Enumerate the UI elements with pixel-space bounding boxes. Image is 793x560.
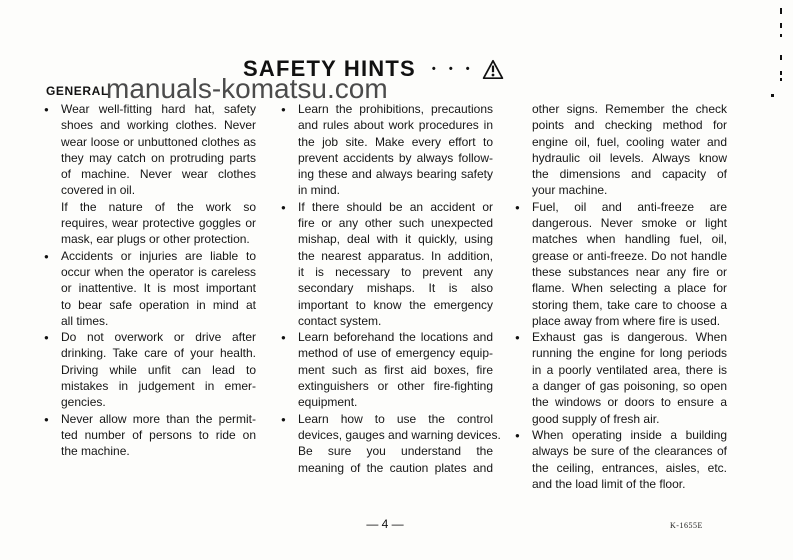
body-line: meaning of the caution plates and xyxy=(298,460,493,475)
body-line: ted number of persons to ride on xyxy=(61,427,256,442)
text-column-2 xyxy=(281,101,501,476)
body-line: to bear safe operation in mind at xyxy=(61,297,256,312)
body-line: drinking. Take care of your health. xyxy=(61,346,256,361)
body-line: Accidents or injuries are liable to xyxy=(61,248,256,263)
item-text xyxy=(298,329,493,410)
body-line: devices, gauges and warning devices. xyxy=(298,427,501,442)
bullet-icon: ● xyxy=(44,333,49,343)
scan-artifact-mark xyxy=(780,55,782,60)
item-text xyxy=(298,411,501,476)
safety-hint-item xyxy=(44,329,256,410)
item-text xyxy=(532,427,727,492)
bullet-icon: ● xyxy=(44,414,49,424)
safety-hint-item xyxy=(44,101,256,199)
title-dots: • • • xyxy=(431,63,470,75)
bullet-icon: ● xyxy=(515,430,520,440)
item-text xyxy=(61,101,256,199)
page-title: SAFETY HINTS xyxy=(243,56,416,81)
body-line: method of use of emergency equip- xyxy=(298,346,493,361)
body-line: these substances near any fire or xyxy=(532,264,727,279)
body-line: When operating inside a building xyxy=(532,427,727,442)
safety-hint-item xyxy=(515,427,727,492)
bullet-icon: ● xyxy=(281,202,286,212)
body-line: prevent accidents by always follow- xyxy=(298,150,493,165)
body-line: in a poorly ventilated area, there is xyxy=(532,362,727,377)
body-line: If the nature of the work so xyxy=(61,199,256,214)
body-line: If there should be an accident or xyxy=(298,199,493,214)
body-line: the machine. xyxy=(61,444,130,459)
scan-artifact-mark xyxy=(780,78,782,81)
body-line: secondary mishaps. It is also xyxy=(298,281,493,296)
safety-hint-item xyxy=(515,199,727,329)
item-text xyxy=(298,101,493,199)
text-column-3 xyxy=(515,101,727,492)
item-text xyxy=(532,101,727,199)
body-line: it is necessary to prevent any xyxy=(298,264,493,279)
body-line: and rules about work procedures in xyxy=(298,118,493,133)
body-line: requires, wear protective goggles or xyxy=(61,216,256,231)
body-line: dangerous. Never smoke or light xyxy=(532,216,727,231)
body-line: Never allow more than the permit- xyxy=(61,411,256,426)
item-text xyxy=(61,199,256,248)
body-line: ing these and always bearing safety xyxy=(298,167,493,182)
body-line: contact system. xyxy=(298,313,382,328)
body-line: the ceiling, entrances, aisles, etc. xyxy=(532,460,727,475)
bullet-icon: ● xyxy=(515,333,520,343)
body-line: a danger of gas poisoning, so open xyxy=(532,379,727,394)
body-line: covered in oil. xyxy=(61,183,136,198)
safety-hint-item xyxy=(281,329,493,410)
safety-hint-item xyxy=(44,411,256,460)
body-line: ment such as first aid boxes, fire xyxy=(298,362,493,377)
bullet-icon: ● xyxy=(281,333,286,343)
body-line: good supply of fresh air. xyxy=(532,411,660,426)
scan-artifact-mark xyxy=(780,34,782,37)
body-line: running the engine for long periods xyxy=(532,346,727,361)
body-line: Wear well-fitting hard hat, safety xyxy=(61,102,256,116)
body-line: Fuel, oil and anti-freeze are xyxy=(532,199,727,214)
body-line: wear loose or unbuttoned clothes as xyxy=(61,134,256,149)
body-line: occur when the operator is careless xyxy=(61,264,256,279)
scan-artifact-mark xyxy=(780,8,782,14)
body-line: the nearest apparatus. In addition, xyxy=(298,248,493,263)
watermark-text: manuals-komatsu.com xyxy=(106,73,388,104)
warning-triangle-icon xyxy=(482,59,504,80)
body-line: always be sure of the clearances of xyxy=(532,444,727,459)
text-column-1 xyxy=(44,101,256,460)
body-line: engine oil, fuel, cooling water and xyxy=(532,134,727,149)
body-line: flame. When selecting a place for xyxy=(532,281,727,296)
body-line: fire or any other such unexpected xyxy=(298,216,493,231)
body-line: mistakes in judgement in emer- xyxy=(61,379,256,394)
safety-hint-item xyxy=(44,248,256,329)
body-line: Driving while unfit can lead to xyxy=(61,362,256,377)
body-line: the windows or doors to ensure a xyxy=(532,395,727,410)
bullet-spacer xyxy=(515,101,532,199)
body-line: Learn the prohibitions, precautions xyxy=(298,102,493,116)
body-line: shoes and working clothes. Never xyxy=(61,118,256,133)
body-line: extinguishers or other fire-fighting xyxy=(298,379,493,394)
body-line: storing them, take care to choose a xyxy=(532,297,727,312)
body-line: important to know the emergency xyxy=(298,297,493,312)
body-line: other signs. Remember the check xyxy=(532,102,727,116)
body-line: of machine. Never wear clothes xyxy=(61,167,256,182)
item-text xyxy=(532,329,727,427)
doc-code: K-1655E xyxy=(670,521,703,530)
item-text xyxy=(532,199,727,329)
body-line: your machine. xyxy=(532,183,608,198)
body-line: the dimensions and capacity of xyxy=(532,167,727,182)
body-line: Exhaust gas is dangerous. When xyxy=(532,330,727,345)
body-line: they may catch on protruding parts xyxy=(61,150,256,165)
body-line: points and checking method for xyxy=(532,118,727,133)
bullet-icon: ● xyxy=(44,105,49,114)
page-number: — 4 — xyxy=(366,517,404,531)
body-line: in mind. xyxy=(298,183,341,198)
bullet-icon: ● xyxy=(515,202,520,212)
body-line: matches when handling fuel, oil, xyxy=(532,232,727,247)
body-line: mishap, deal with it quickly, using xyxy=(298,232,493,247)
body-line: Be sure you understand the xyxy=(298,444,493,459)
scan-artifact-mark xyxy=(780,71,782,75)
item-text xyxy=(61,329,256,410)
item-text xyxy=(61,248,256,329)
scan-artifact-mark xyxy=(780,23,782,28)
body-line: all times. xyxy=(61,313,109,328)
section-heading: GENERAL xyxy=(46,84,109,98)
bullet-icon: ● xyxy=(44,251,49,261)
body-line: hydraulic oil levels. Always know xyxy=(532,150,727,165)
safety-hint-item xyxy=(515,101,727,199)
safety-hint-item xyxy=(281,199,493,329)
item-text xyxy=(61,411,256,460)
body-line: gencies. xyxy=(61,395,106,410)
safety-hint-item xyxy=(281,101,493,199)
bullet-spacer xyxy=(44,199,61,248)
safety-hint-item xyxy=(281,411,501,476)
body-line: or inattentive. It is most important xyxy=(61,281,256,296)
body-line: grease or anti-freeze. Do not handle xyxy=(532,248,727,263)
scan-artifact-mark xyxy=(771,94,774,97)
body-line: equipment. xyxy=(298,395,358,410)
bullet-icon: ● xyxy=(281,414,286,424)
body-line: Learn how to use the control xyxy=(298,411,493,426)
body-line: place away from where fire is used. xyxy=(532,313,721,328)
safety-hint-item xyxy=(515,329,727,427)
safety-hint-item xyxy=(44,199,256,248)
body-line: mask, ear plugs or other protection. xyxy=(61,232,250,247)
body-line: Learn beforehand the locations and xyxy=(298,330,493,345)
body-line: and the load limit of the floor. xyxy=(532,476,686,491)
bullet-icon: ● xyxy=(281,105,286,114)
item-text xyxy=(298,199,493,329)
body-line: the job site. Make every effort to xyxy=(298,134,493,149)
body-line: Do not overwork or drive after xyxy=(61,330,256,345)
